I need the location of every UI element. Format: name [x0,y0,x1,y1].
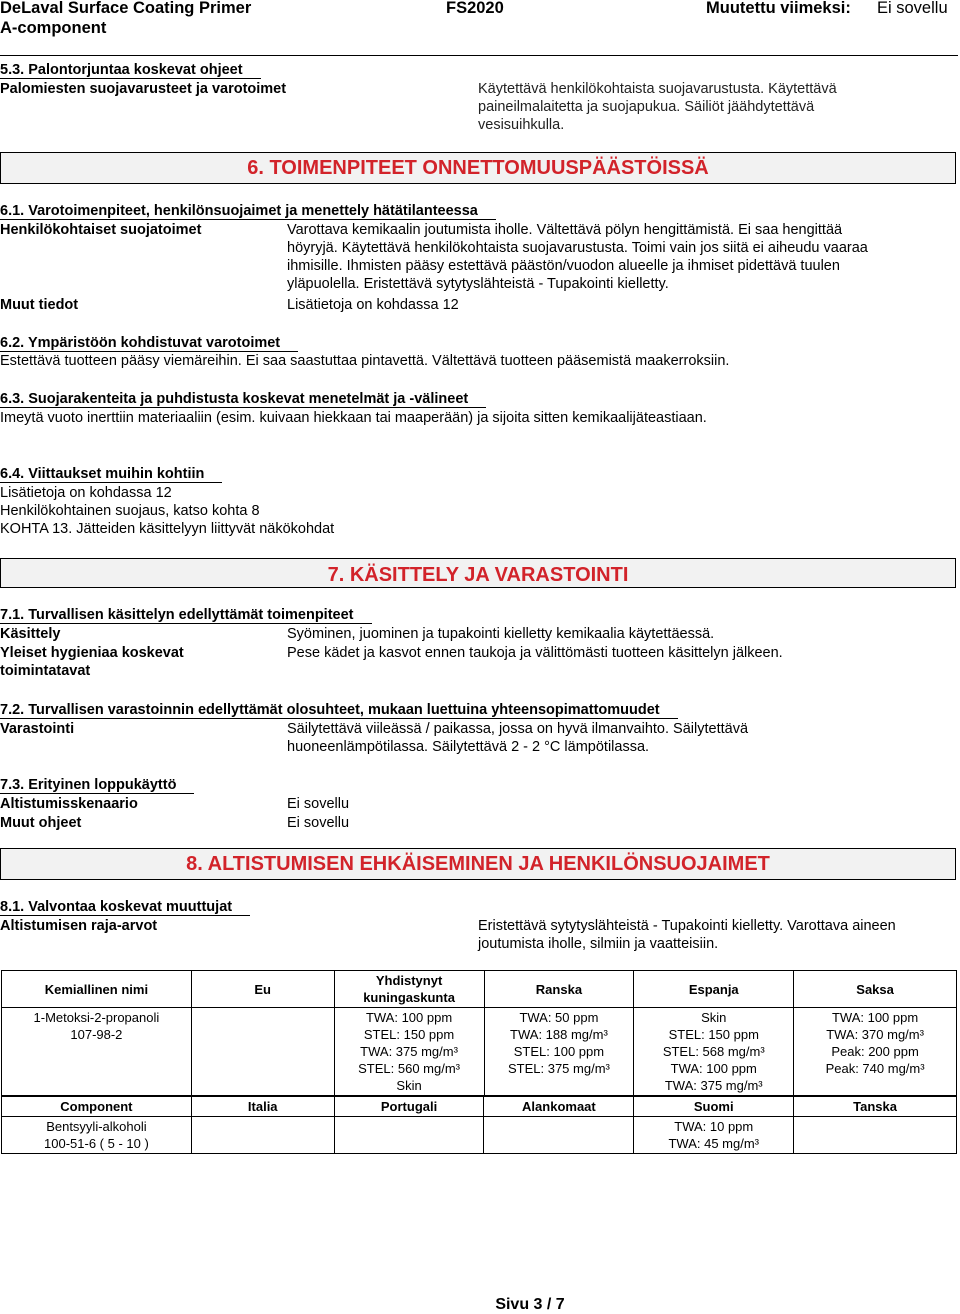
section-6-band: 6. TOIMENPITEET ONNETTOMUUSPÄÄSTÖISSÄ [0,152,956,184]
storage-label: Varastointi [0,721,75,737]
table-cell: TWA: 50 ppm TWA: 188 mg/m³ STEL: 100 ppm STEL: 375 mg/m³ [484,1008,634,1096]
header-rule [0,55,958,56]
header-cell: Alankomaat [484,1097,634,1117]
header-cell: Suomi [634,1097,794,1117]
product-name: DeLaval Surface Coating Primer [0,0,252,17]
table-cell [794,1117,957,1154]
environmental-text: Estettävä tuotteen pääsy viemäreihin. Ei saa saastuttaa pintavettä. Vältettävä tuotteen pääsemistä maakerroksiin. [0,353,730,369]
header-cell: Eu [191,971,334,1008]
revised-value: Ei sovellu [877,0,948,17]
section-7-2-title: 7.2. Turvallisen varastoinnin edellyttämät olosuhteet, mukaan luettuina yhteensopimattomuudet [0,701,678,719]
table-row [2,1117,957,1154]
table-cell: Bentsyyli-alkoholi 100-51-6 ( 5 - 10 ) [2,1117,192,1154]
section-6-4-title: 6.4. Viittaukset muihin kohtiin [0,465,222,483]
component-name: A-component [0,19,107,37]
header-cell: Saksa [794,971,957,1008]
table-cell: Skin STEL: 150 ppm STEL: 568 mg/m³ TWA: 100 ppm TWA: 375 mg/m³ [634,1008,794,1096]
personal-precautions-text: Varottava kemikaalin joutumista iholle. Vältettävä pölyn hengittämistä. Ei saa hengittää höyryjä. Käytettävä henkilökohtaista suojavarustusta. Toimi vain jos siitä ei aiheudu vaaraa ihmisille. Ihmisten pääsy estettävä päästön/vuodon alueelle ja ihmiset pidettävä tuulen yläpuolella. Eristettävä sytytyslähteistä - Tupakointi kielletty. [287,222,868,292]
revised-label: Muutettu viimeksi: [706,0,851,17]
header-cell: Portugali [334,1097,484,1117]
section-8-1-title: 8.1. Valvontaa koskevat muuttujat [0,898,250,916]
other-guidance-value: Ei sovellu [287,815,350,831]
header-cell: Yhdistynyt kuningaskunta [334,971,484,1008]
exposure-limits-text: Eristettävä sytytyslähteistä - Tupakointi kielletty. Varottava aineen joutumista iholle, silmiin ja vaatteisiin. [478,918,896,952]
other-info-value: Lisätietoja on kohdassa 12 [287,297,459,313]
header-cell: Component [2,1097,192,1117]
table-cell [191,1008,334,1096]
storage-text: Säilytettävä viileässä / paikassa, jossa on hyvä ilmanvaihto. Säilytettävä huoneenlämpötilassa. Säilytettävä 2 - 2 °C lämpötilassa. [287,721,749,755]
scenario-value: Ei sovellu [287,796,350,812]
containment-text: Imeytä vuoto inerttiin materiaaliin (esim. kuivaan hiekkaan tai maaperään) ja sijoita sitten kemikaalijäteastiaan. [0,410,707,426]
table-cell: TWA: 100 ppm TWA: 370 mg/m³ Peak: 200 ppm Peak: 740 mg/m³ [794,1008,957,1096]
header-cell: Italia [191,1097,334,1117]
hygiene-label: Yleiset hygieniaa koskevat toimintatavat [0,645,184,679]
exposure-table-1 [1,970,957,1096]
other-guidance-label: Muut ohjeet [0,815,82,831]
format-code: FS2020 [446,0,504,17]
table-cell: 1-Metoksi-2-propanoli 107-98-2 [2,1008,192,1096]
exposure-limits-label: Altistumisen raja-arvot [0,918,158,934]
section-7-3-title: 7.3. Erityinen loppukäyttö [0,776,194,794]
section-7-band: 7. KÄSITTELY JA VARASTOINTI [0,558,956,588]
section-5-3-title: 5.3. Palontorjuntaa koskevat ohjeet [0,61,261,79]
table-header-row [2,971,957,1008]
section-7-1-title: 7.1. Turvallisen käsittelyn edellyttämät toimenpiteet [0,606,372,624]
table-row [2,1008,957,1096]
hygiene-value: Pese kädet ja kasvot ennen taukoja ja välittömästi tuotteen käsittelyn jälkeen. [287,645,783,661]
header-cell: Ranska [484,971,634,1008]
table-header-row [2,1097,957,1117]
table-cell [334,1117,484,1154]
table-cell [191,1117,334,1154]
handling-label: Käsittely [0,626,61,642]
table-cell [484,1117,634,1154]
other-info-label: Muut tiedot [0,297,79,313]
scenario-label: Altistumisskenaario [0,796,138,812]
references-text: Lisätietoja on kohdassa 12 Henkilökohtainen suojaus, katso kohta 8 KOHTA 13. Jätteiden käsittelyyn liittyvät näkökohdat [0,485,335,537]
handling-value: Syöminen, juominen ja tupakointi kielletty kemikaalia käytettäessä. [287,626,715,642]
section-6-2-title: 6.2. Ympäristöön kohdistuvat varotoimet [0,334,298,352]
section-6-1-title: 6.1. Varotoimenpiteet, henkilönsuojaimet ja menettely hätätilanteessa [0,202,496,220]
section-8-band: 8. ALTISTUMISEN EHKÄISEMINEN JA HENKILÖNSUOJAIMET [0,848,956,880]
header-cell: Espanja [634,971,794,1008]
firefighter-label: Palomiesten suojavarusteet ja varotoimet [0,81,287,97]
page-number: Sivu 3 / 7 [495,1296,565,1313]
personal-precautions-label: Henkilökohtaiset suojatoimet [0,222,202,238]
exposure-table-2 [1,1096,957,1154]
table-cell: TWA: 10 ppm TWA: 45 mg/m³ [634,1117,794,1154]
header-cell: Tanska [794,1097,957,1117]
section-6-3-title: 6.3. Suojarakenteita ja puhdistusta koskevat menetelmät ja -välineet [0,390,486,408]
firefighter-text: Käytettävä henkilökohtaista suojavarustusta. Käytettävä paineilmalaitetta ja suojapukua. Säiliöt jäähdytettävä vesisuihkulla. [478,81,837,133]
header-cell: Kemiallinen nimi [2,971,192,1008]
table-cell: TWA: 100 ppm STEL: 150 ppm TWA: 375 mg/m³ STEL: 560 mg/m³ Skin [334,1008,484,1096]
